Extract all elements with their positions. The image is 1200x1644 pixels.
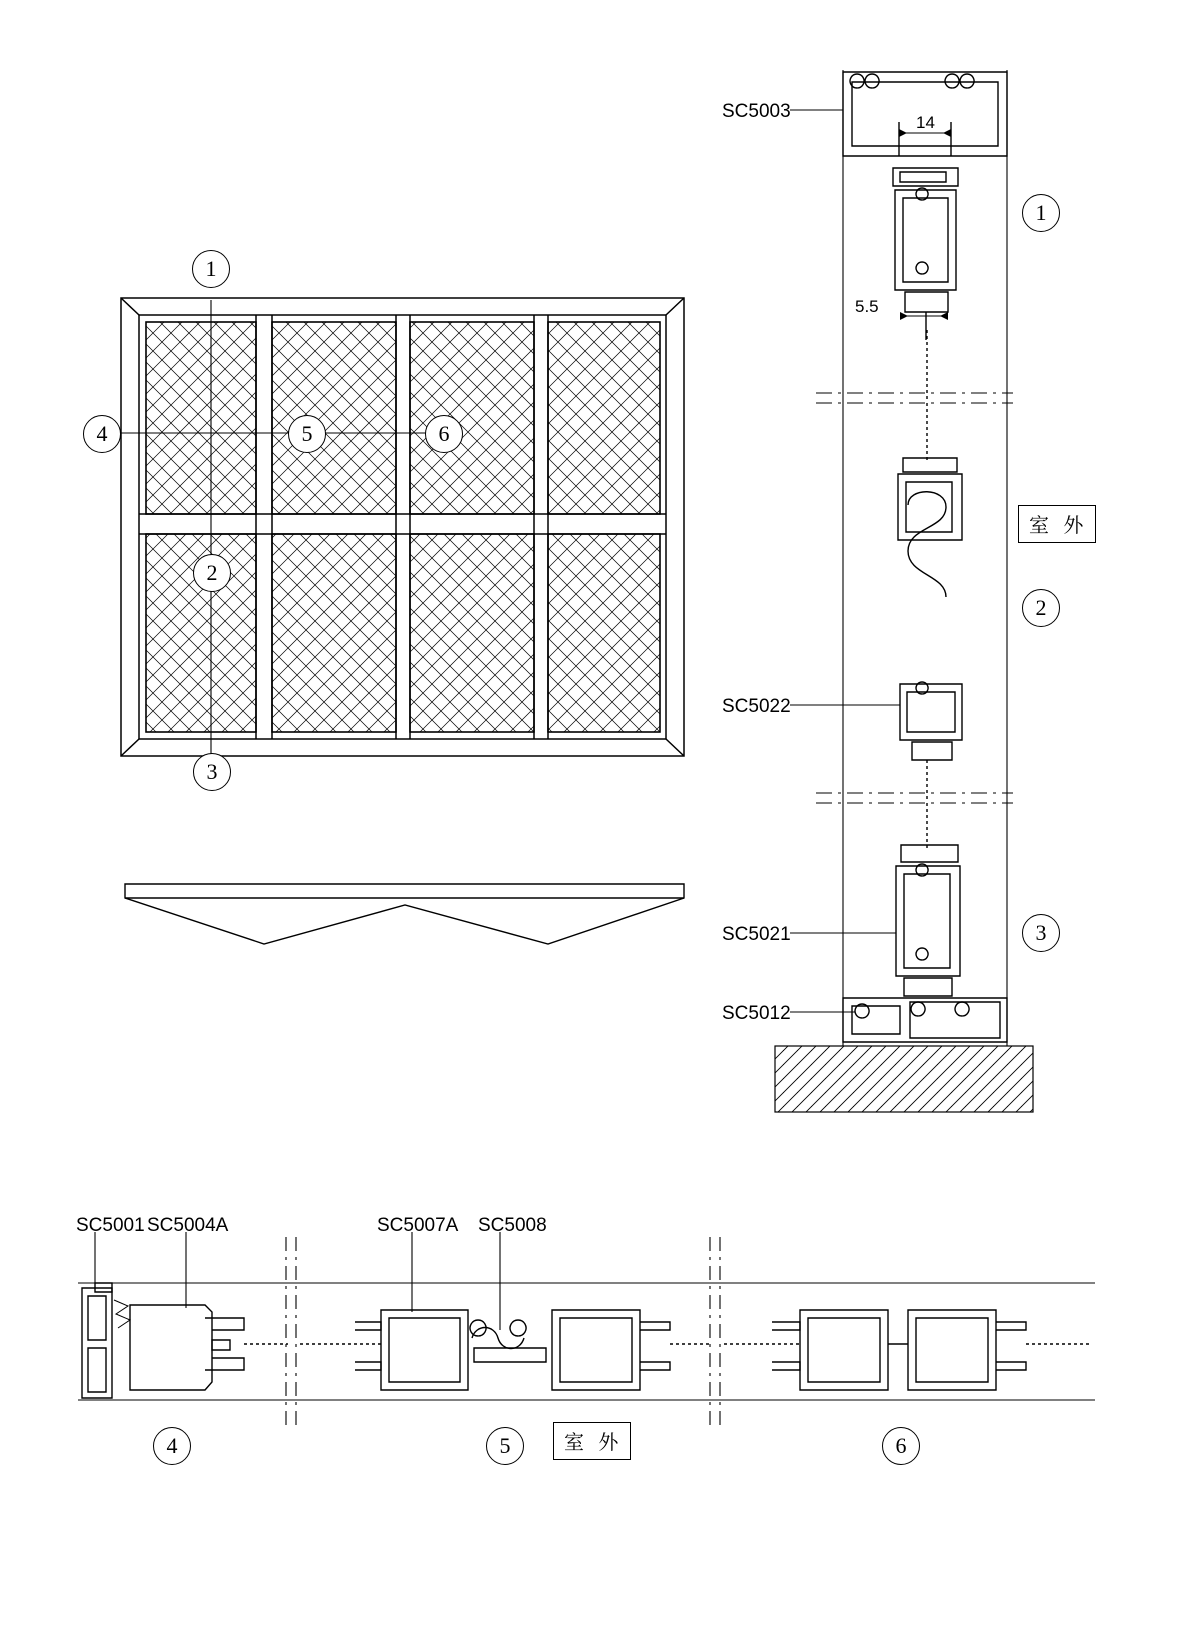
callout-4-elevation [83,415,121,453]
elevation-drawing [120,298,684,756]
exterior-tag-horizontal: 室 外 [553,1422,631,1460]
part-label-sc5021: SC5021 [722,924,791,945]
callout-6-elevation [425,415,463,453]
detail-mark-2 [1022,589,1060,627]
exterior-tag-vertical: 室 外 [1018,505,1096,543]
vertical-section-drawing [775,70,1033,1112]
detail-mark-label: 6 [895,1433,907,1458]
detail-mark-1 [1022,194,1060,232]
callout-label: 5 [301,421,313,446]
part-label-sc5007a: SC5007A [377,1215,459,1236]
callout-2-elevation [193,554,231,592]
callout-label: 4 [96,421,108,446]
dimension-14: 14 [916,113,935,132]
callout-3-elevation [193,753,231,791]
detail-mark-label: 3 [1035,920,1047,945]
dimension-5-5: 5.5 [855,297,879,316]
callout-1-elevation [192,250,230,288]
detail-mark-label: 4 [166,1433,178,1458]
callout-label: 3 [206,759,218,784]
detail-mark-5 [486,1427,524,1465]
callout-label: 2 [206,560,218,585]
detail-mark-label: 5 [499,1433,511,1458]
part-label-sc5012: SC5012 [722,1003,791,1024]
part-label-sc5003: SC5003 [722,101,791,122]
detail-mark-6 [882,1427,920,1465]
callout-label: 1 [205,256,217,281]
detail-mark-label: 1 [1035,200,1047,225]
horizontal-section-drawing [78,1232,1095,1430]
plan-sweep-diagram [125,884,684,944]
part-label-sc5022: SC5022 [722,696,791,717]
callout-label: 6 [438,421,450,446]
part-label-sc5001: SC5001 [76,1215,145,1236]
part-label-sc5004a: SC5004A [147,1215,229,1236]
part-label-sc5008: SC5008 [478,1215,547,1236]
callout-5-elevation [288,415,326,453]
detail-mark-4 [153,1427,191,1465]
detail-mark-3 [1022,914,1060,952]
detail-mark-label: 2 [1035,595,1047,620]
